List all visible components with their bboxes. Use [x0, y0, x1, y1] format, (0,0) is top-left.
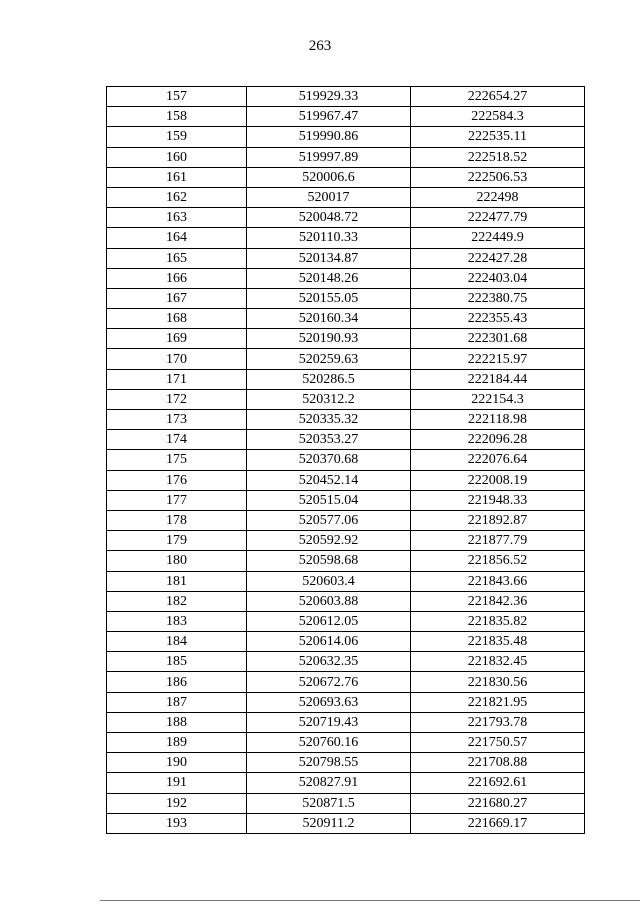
table-row: [107, 571, 585, 591]
y-coordinate-cell: 221750.57: [411, 733, 585, 753]
y-coordinate-cell: 221708.88: [411, 753, 585, 773]
table-row: [107, 652, 585, 672]
point-number-cell: 175: [107, 450, 247, 470]
point-number-cell: 161: [107, 167, 247, 187]
x-coordinate-cell: 520577.06: [247, 510, 411, 530]
x-coordinate-cell: 520312.2: [247, 389, 411, 409]
y-coordinate-cell: 222154.3: [411, 389, 585, 409]
y-coordinate-cell: 221948.33: [411, 490, 585, 510]
x-coordinate-cell: 520693.63: [247, 692, 411, 712]
point-number-cell: 173: [107, 410, 247, 430]
point-number-cell: 184: [107, 632, 247, 652]
point-number-cell: 185: [107, 652, 247, 672]
y-coordinate-cell: 222449.9: [411, 228, 585, 248]
table-row: [107, 369, 585, 389]
x-coordinate-cell: 520603.88: [247, 591, 411, 611]
y-coordinate-cell: 221835.48: [411, 632, 585, 652]
point-number-cell: 170: [107, 349, 247, 369]
x-coordinate-cell: 520798.55: [247, 753, 411, 773]
x-coordinate-cell: 520760.16: [247, 733, 411, 753]
x-coordinate-cell: 519929.33: [247, 87, 411, 107]
point-number-cell: 189: [107, 733, 247, 753]
point-number-cell: 191: [107, 773, 247, 793]
y-coordinate-cell: 222518.52: [411, 147, 585, 167]
y-coordinate-cell: 221821.95: [411, 692, 585, 712]
point-number-cell: 168: [107, 309, 247, 329]
point-number-cell: 160: [107, 147, 247, 167]
point-number-cell: 158: [107, 107, 247, 127]
table-row: [107, 349, 585, 369]
x-coordinate-cell: 520017: [247, 187, 411, 207]
table-row: [107, 167, 585, 187]
point-number-cell: 164: [107, 228, 247, 248]
point-number-cell: 190: [107, 753, 247, 773]
table-row: [107, 208, 585, 228]
table-row: [107, 591, 585, 611]
point-number-cell: 159: [107, 127, 247, 147]
point-number-cell: 178: [107, 510, 247, 530]
point-number-cell: 182: [107, 591, 247, 611]
y-coordinate-cell: 221692.61: [411, 773, 585, 793]
x-coordinate-cell: 520632.35: [247, 652, 411, 672]
x-coordinate-cell: 520515.04: [247, 490, 411, 510]
table-row: [107, 389, 585, 409]
x-coordinate-cell: 520048.72: [247, 208, 411, 228]
y-coordinate-cell: 221856.52: [411, 551, 585, 571]
y-coordinate-cell: 221877.79: [411, 531, 585, 551]
y-coordinate-cell: 222184.44: [411, 369, 585, 389]
table-row: [107, 531, 585, 551]
table-row: [107, 87, 585, 107]
y-coordinate-cell: 222355.43: [411, 309, 585, 329]
table-row: [107, 672, 585, 692]
y-coordinate-cell: 221830.56: [411, 672, 585, 692]
x-coordinate-cell: 520719.43: [247, 712, 411, 732]
point-number-cell: 186: [107, 672, 247, 692]
point-number-cell: 167: [107, 288, 247, 308]
point-number-cell: 166: [107, 268, 247, 288]
y-coordinate-cell: 222654.27: [411, 87, 585, 107]
page-number: 263: [308, 38, 332, 54]
x-coordinate-cell: 520370.68: [247, 450, 411, 470]
point-number-cell: 192: [107, 793, 247, 813]
y-coordinate-cell: 221842.36: [411, 591, 585, 611]
x-coordinate-cell: 520592.92: [247, 531, 411, 551]
table-row: [107, 813, 585, 833]
table-row: [107, 309, 585, 329]
y-coordinate-cell: 221793.78: [411, 712, 585, 732]
x-coordinate-cell: 519967.47: [247, 107, 411, 127]
table-row: [107, 329, 585, 349]
x-coordinate-cell: 520259.63: [247, 349, 411, 369]
table-row: [107, 268, 585, 288]
coordinates-table: [106, 86, 585, 834]
x-coordinate-cell: 520614.06: [247, 632, 411, 652]
table-row: [107, 733, 585, 753]
table-row: [107, 551, 585, 571]
point-number-cell: 169: [107, 329, 247, 349]
point-number-cell: 193: [107, 813, 247, 833]
point-number-cell: 162: [107, 187, 247, 207]
table-row: [107, 228, 585, 248]
table-row: [107, 187, 585, 207]
x-coordinate-cell: 520286.5: [247, 369, 411, 389]
x-coordinate-cell: 520672.76: [247, 672, 411, 692]
point-number-cell: 187: [107, 692, 247, 712]
table-row: [107, 430, 585, 450]
coordinates-table-body: [107, 87, 585, 834]
point-number-cell: 183: [107, 611, 247, 631]
x-coordinate-cell: 520006.6: [247, 167, 411, 187]
x-coordinate-cell: 520911.2: [247, 813, 411, 833]
y-coordinate-cell: 222076.64: [411, 450, 585, 470]
point-number-cell: 188: [107, 712, 247, 732]
x-coordinate-cell: 520353.27: [247, 430, 411, 450]
x-coordinate-cell: 520827.91: [247, 773, 411, 793]
table-row: [107, 611, 585, 631]
table-row: [107, 753, 585, 773]
x-coordinate-cell: 520871.5: [247, 793, 411, 813]
y-coordinate-cell: 221892.87: [411, 510, 585, 530]
x-coordinate-cell: 520598.68: [247, 551, 411, 571]
point-number-cell: 157: [107, 87, 247, 107]
x-coordinate-cell: 520612.05: [247, 611, 411, 631]
point-number-cell: 174: [107, 430, 247, 450]
point-number-cell: 165: [107, 248, 247, 268]
table-row: [107, 450, 585, 470]
table-row: [107, 510, 585, 530]
table-row: [107, 147, 585, 167]
y-coordinate-cell: 222403.04: [411, 268, 585, 288]
point-number-cell: 176: [107, 470, 247, 490]
x-coordinate-cell: 520148.26: [247, 268, 411, 288]
point-number-cell: 181: [107, 571, 247, 591]
x-coordinate-cell: 520452.14: [247, 470, 411, 490]
x-coordinate-cell: 519997.89: [247, 147, 411, 167]
y-coordinate-cell: 222498: [411, 187, 585, 207]
y-coordinate-cell: 222118.98: [411, 410, 585, 430]
table-row: [107, 692, 585, 712]
y-coordinate-cell: 222427.28: [411, 248, 585, 268]
x-coordinate-cell: 520110.33: [247, 228, 411, 248]
y-coordinate-cell: 222477.79: [411, 208, 585, 228]
y-coordinate-cell: 222096.28: [411, 430, 585, 450]
y-coordinate-cell: 222584.3: [411, 107, 585, 127]
point-number-cell: 172: [107, 389, 247, 409]
table-row: [107, 288, 585, 308]
point-number-cell: 180: [107, 551, 247, 571]
table-row: [107, 127, 585, 147]
x-coordinate-cell: 519990.86: [247, 127, 411, 147]
x-coordinate-cell: 520160.34: [247, 309, 411, 329]
x-coordinate-cell: 520155.05: [247, 288, 411, 308]
table-row: [107, 470, 585, 490]
x-coordinate-cell: 520335.32: [247, 410, 411, 430]
table-row: [107, 107, 585, 127]
y-coordinate-cell: 221669.17: [411, 813, 585, 833]
y-coordinate-cell: 221680.27: [411, 793, 585, 813]
y-coordinate-cell: 222506.53: [411, 167, 585, 187]
y-coordinate-cell: 222535.11: [411, 127, 585, 147]
y-coordinate-cell: 221835.82: [411, 611, 585, 631]
table-row: [107, 793, 585, 813]
table-row: [107, 773, 585, 793]
y-coordinate-cell: 222008.19: [411, 470, 585, 490]
table-row: [107, 632, 585, 652]
point-number-cell: 179: [107, 531, 247, 551]
x-coordinate-cell: 520603.4: [247, 571, 411, 591]
y-coordinate-cell: 222380.75: [411, 288, 585, 308]
y-coordinate-cell: 222301.68: [411, 329, 585, 349]
y-coordinate-cell: 221832.45: [411, 652, 585, 672]
bottom-edge-rule: [100, 900, 640, 901]
table-row: [107, 410, 585, 430]
x-coordinate-cell: 520134.87: [247, 248, 411, 268]
x-coordinate-cell: 520190.93: [247, 329, 411, 349]
point-number-cell: 163: [107, 208, 247, 228]
point-number-cell: 177: [107, 490, 247, 510]
y-coordinate-cell: 221843.66: [411, 571, 585, 591]
table-row: [107, 490, 585, 510]
table-row: [107, 712, 585, 732]
table-row: [107, 248, 585, 268]
point-number-cell: 171: [107, 369, 247, 389]
y-coordinate-cell: 222215.97: [411, 349, 585, 369]
